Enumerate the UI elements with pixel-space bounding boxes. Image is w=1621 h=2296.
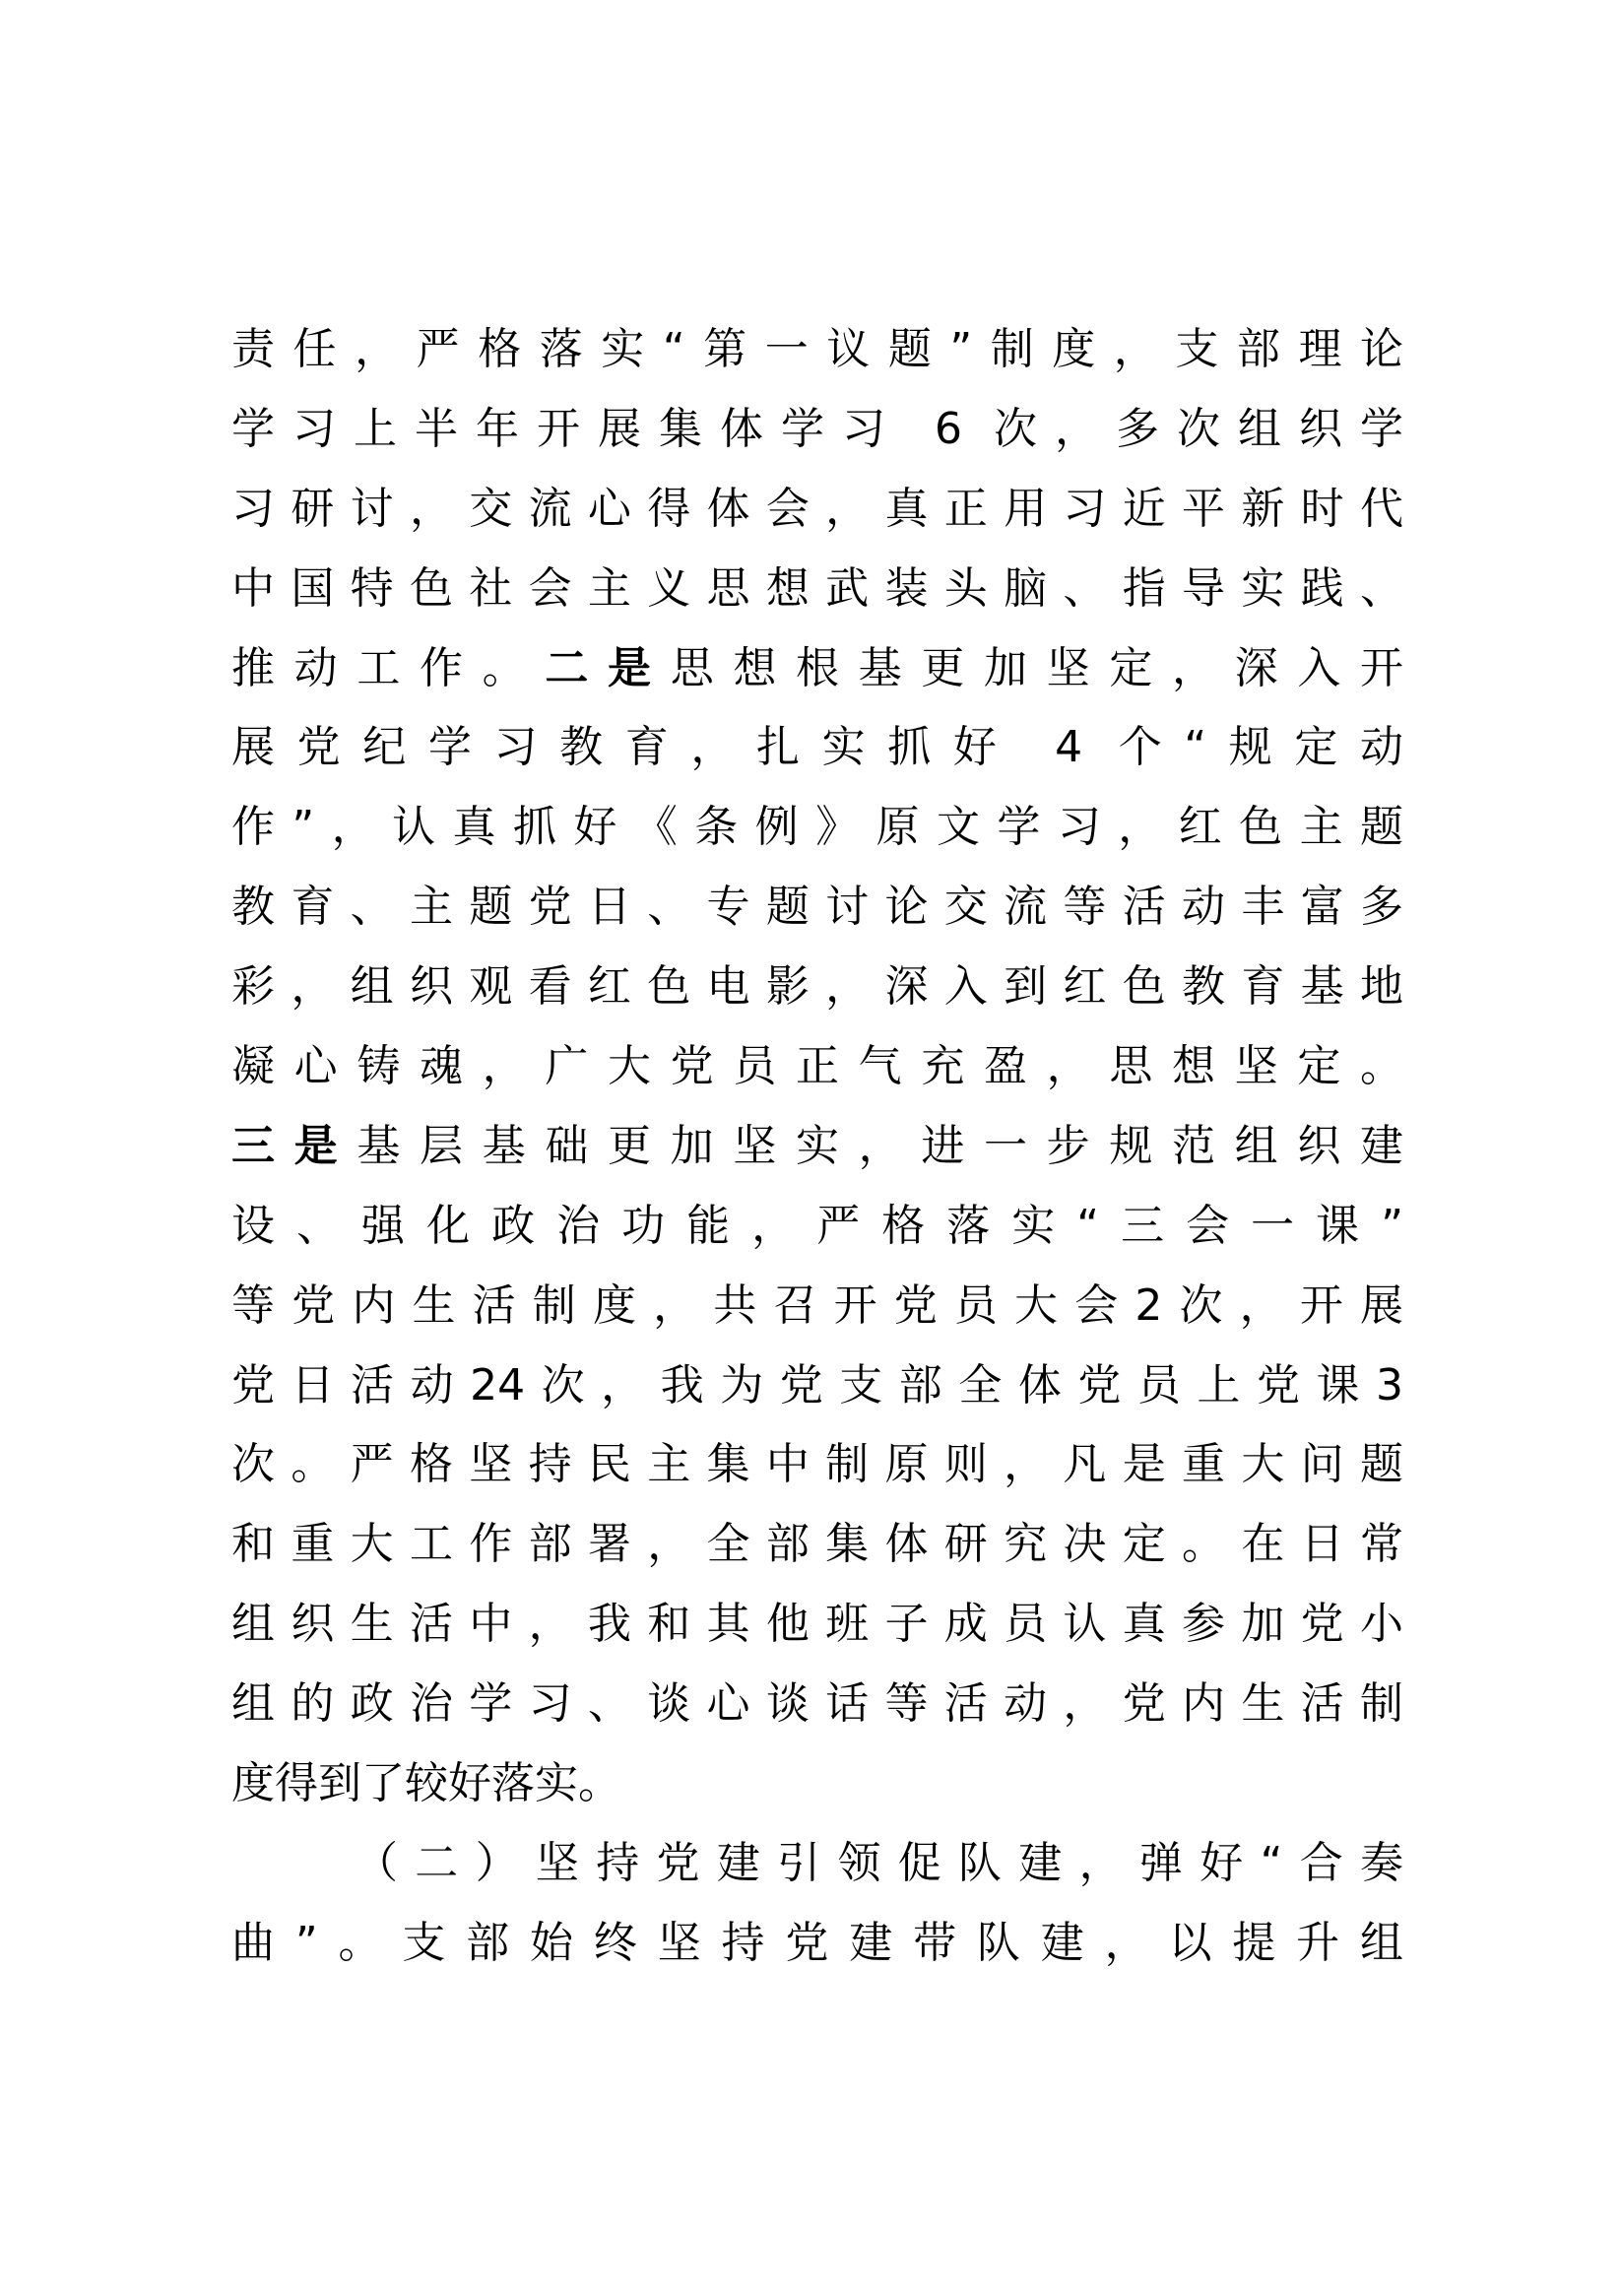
text-line bbox=[231, 795, 1403, 875]
text-line bbox=[231, 1114, 1403, 1194]
text-line bbox=[231, 1353, 1403, 1433]
text-line bbox=[231, 636, 1403, 716]
text-run: 责任，严格落实“第一议题”制度，支部理论 bbox=[231, 324, 1403, 374]
text-line bbox=[231, 715, 1403, 795]
text-line bbox=[231, 317, 1403, 397]
text-line bbox=[231, 1512, 1403, 1592]
text-run: 推动工作。 bbox=[231, 642, 546, 693]
text-run: （二）坚持党建引领促队建，弹好“合奏 bbox=[355, 1837, 1403, 1888]
text-line bbox=[231, 1592, 1403, 1672]
text-line bbox=[231, 1274, 1403, 1353]
text-run: 组的政治学习、谈心谈话等活动，党内生活制 bbox=[231, 1678, 1403, 1730]
text-run: 党日活动24次，我为党支部全体党员上党课3 bbox=[231, 1359, 1403, 1410]
text-run: 等党内生活制度，共召开党员大会2次，开展 bbox=[231, 1279, 1403, 1331]
text-run: 展党纪学习教育，扎实抓好 4 个“规定动 bbox=[231, 722, 1403, 773]
text-run: 设、强化政治功能，严格落实“三会一课” bbox=[231, 1200, 1403, 1251]
text-run: 次。严格坚持民主集中制原则，凡是重大问题 bbox=[231, 1439, 1403, 1490]
text-line bbox=[231, 875, 1403, 954]
text-line bbox=[231, 1194, 1403, 1274]
document-body bbox=[231, 317, 1403, 1991]
bold-lead-phrase: 二是 bbox=[545, 642, 671, 693]
text-run: 习研讨，交流心得体会，真正用习近平新时代 bbox=[231, 483, 1403, 534]
text-run: 基层基础更加坚实，进一步规范组织建 bbox=[357, 1120, 1404, 1171]
text-run: 和重大工作部署，全部集体研究决定。在日常 bbox=[231, 1519, 1403, 1570]
text-run: 中国特色社会主义思想武装头脑、指导实践、 bbox=[231, 562, 1403, 614]
text-run: 度得到了较好落实。 bbox=[231, 1758, 621, 1809]
text-line bbox=[231, 954, 1403, 1034]
text-run: 组织生活中，我和其他班子成员认真参加党小 bbox=[231, 1599, 1403, 1650]
text-run: 作”，认真抓好《条例》原文学习，红色主题 bbox=[231, 802, 1403, 853]
text-line bbox=[231, 477, 1403, 557]
text-line bbox=[231, 1672, 1403, 1751]
text-run: 思想根基更加坚定，深入开 bbox=[670, 642, 1404, 693]
text-line bbox=[231, 1751, 1403, 1831]
text-line bbox=[231, 1911, 1403, 1991]
text-run: 彩，组织观看红色电影，深入到红色教育基地 bbox=[231, 961, 1403, 1013]
text-run: 凝心铸魂，广大党员正气充盈，思想坚定。 bbox=[231, 1041, 1403, 1092]
text-run: 曲”。支部始终坚持党建带队建，以提升组 bbox=[231, 1917, 1403, 1968]
text-run: 教育、主题党日、专题讨论交流等活动丰富多 bbox=[231, 882, 1403, 933]
text-line bbox=[231, 397, 1403, 477]
section-heading-line bbox=[231, 1831, 1403, 1911]
text-line bbox=[231, 1034, 1403, 1114]
bold-lead-phrase: 三是 bbox=[231, 1120, 357, 1171]
text-run: 学习上半年开展集体学习 6 次，多次组织学 bbox=[231, 403, 1403, 454]
text-line bbox=[231, 1432, 1403, 1512]
text-line bbox=[231, 557, 1403, 636]
